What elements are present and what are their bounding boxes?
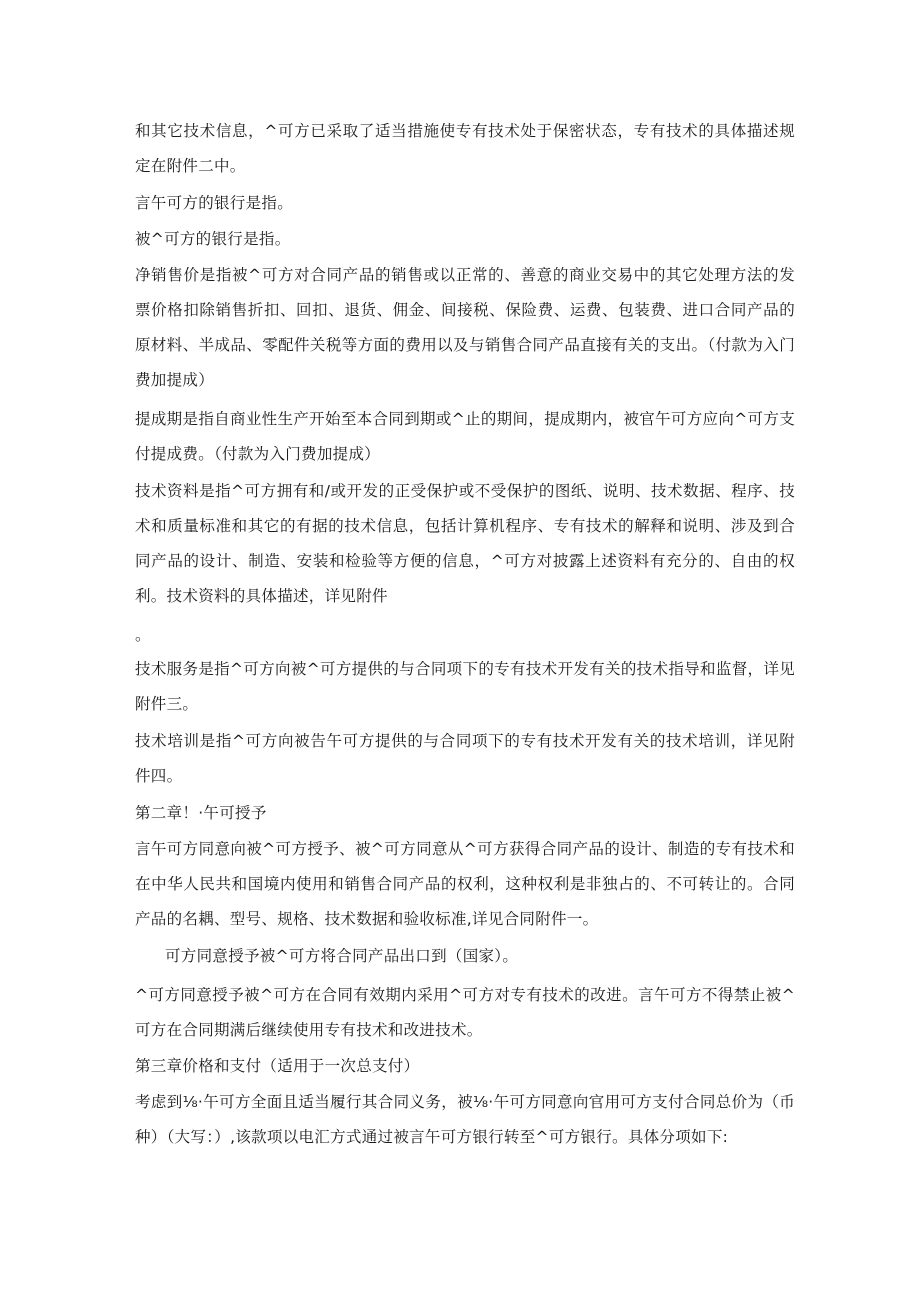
- paragraph-licensor-bank: 言午可方的银行是指。: [135, 194, 294, 212]
- paragraph-total-price: 考虑到⅛·午可方全面且适当履行其合同义务，被⅛·午可方同意向官用可方支付合同总价为（币种）（大写：）,该款项以电汇方式通过被言午可方银行转至^可方银行。具体分项如下:: [135, 1093, 795, 1146]
- paragraph-stray-mark: 。: [135, 626, 151, 644]
- paragraph-proprietary-tech-continued: 和其它技术信息，^可方已采取了适当措施使专有技术处于保密状态，专有技术的具体描述规定在附件二中。: [135, 122, 795, 175]
- paragraph-technical-training: 技术培训是指^可方向被告午可方提供的与合同项下的专有技术开发有关的技术培训，详见附件四。: [135, 732, 795, 785]
- paragraph-licensee-bank: 被^可方的银行是指。: [135, 230, 291, 248]
- chapter-two-heading: 第二章！·午可授予: [135, 804, 267, 822]
- paragraph-net-selling-price: 净销售价是指被^可方对合同产品的销售或以正常的、善意的商业交易中的其它处理方法的发票价格扣除销售折扣、回扣、退货、佣金、间接税、保险费、运费、包装费、进口合同产品的原材料、半成品、零配件关税等方面的费用以及与销售合同产品直接有关的支出。（付款为入门费加提成）: [135, 266, 795, 389]
- paragraph-technical-documentation: 技术资料是指^可方拥有和/或开发的正受保护或不受保护的图纸、说明、技术数据、程序、技术和质量标准和其它的有据的技术信息，包括计算机程序、专有技术的解释和说明、涉及到合同产品的设计、制造、安装和检验等方便的信息，^可方对披露上述资料有充分的、自由的权利。技术资料的具体描述，详见附件: [135, 482, 795, 605]
- paragraph-license-grant: 言午可方同意向被^可方授予、被^可方同意从^可方获得合同产品的设计、制造的专有技术和在中华人民共和国境内使用和销售合同产品的权利，这种权利是非独占的、不可转让的。合同产品的名耦、型号、规格、技术数据和验收标准,详见合同附件一。: [135, 840, 795, 928]
- paragraph-improvements-grant: ^可方同意授予被^可方在合同有效期内采用^可方对专有技术的改进。言午可方不得禁止被^可方在合同期满后继续使用专有技术和改进技术。: [135, 986, 795, 1039]
- paragraph-royalty-period: 提成期是指自商业性生产开始至本合同到期或^止的期间，提成期内，被官午可方应向^可方支付提成费。（付款为入门费加提成）: [135, 410, 795, 463]
- chapter-three-heading: 第三章价格和支付（适用于一次总支付）: [135, 1057, 420, 1075]
- paragraph-export-grant: 可方同意授予被^可方将合同产品出口到（国家）。: [165, 947, 519, 965]
- paragraph-technical-service: 技术服务是指^可方向被^可方提供的与合同项下的专有技术开发有关的技术指导和监督，详见附件三。: [135, 660, 795, 713]
